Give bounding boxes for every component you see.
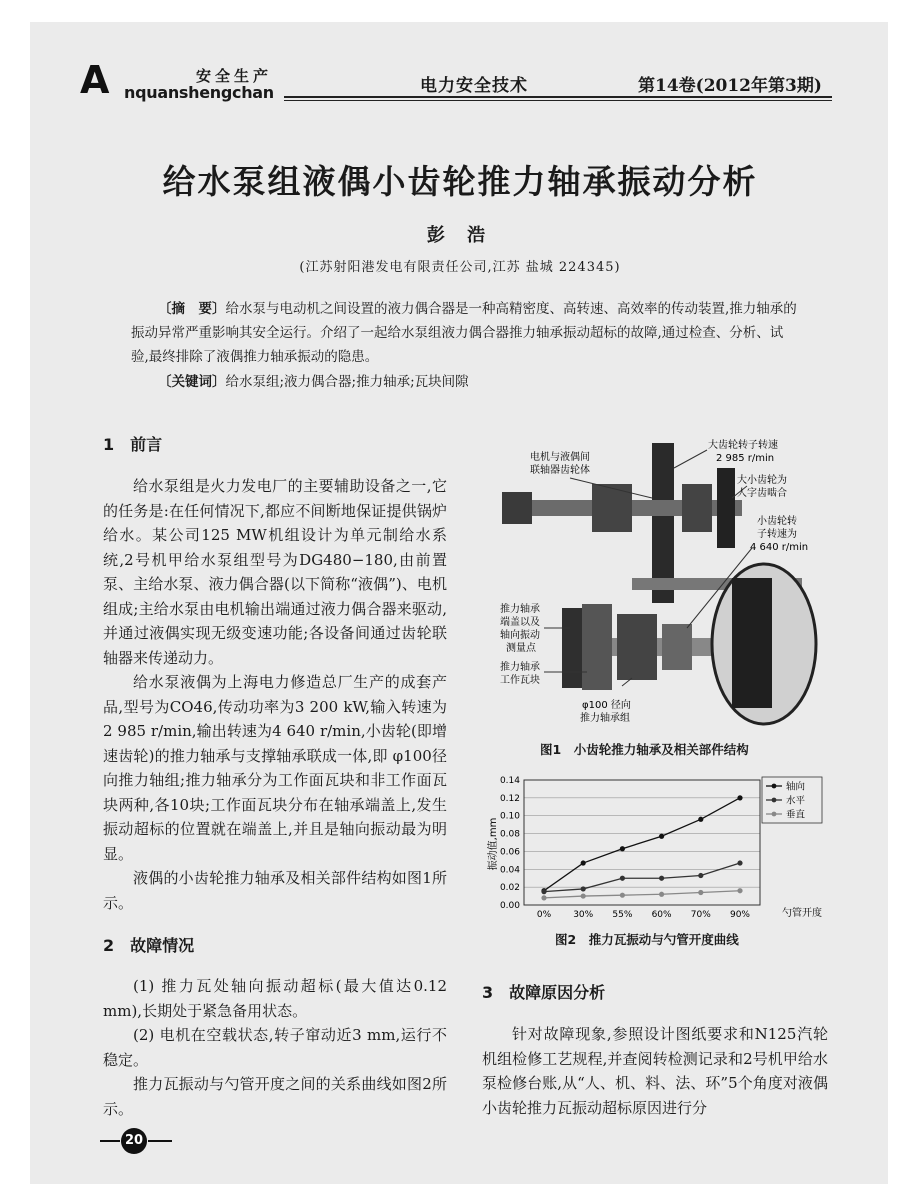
chart-data-point bbox=[698, 817, 703, 822]
author: 彭 浩 bbox=[426, 225, 494, 246]
section-heading-1: 1 前言 bbox=[103, 435, 163, 454]
section-heading-3: 3 故障原因分析 bbox=[482, 983, 606, 1002]
logo-chinese: 安全生产 bbox=[196, 67, 273, 85]
legend-entry-label: 垂直 bbox=[786, 809, 806, 821]
chart-data-point bbox=[659, 892, 664, 897]
paragraph-intro-3: 液偶的小齿轮推力轴承及相关部件结构如图1所示。 bbox=[103, 869, 447, 912]
chart-y-tick-label: 0.04 bbox=[499, 865, 520, 876]
chart-data-point bbox=[698, 890, 703, 895]
label-pinion-3: 4 640 r/min bbox=[750, 542, 809, 553]
chart-data-point bbox=[737, 888, 742, 893]
abstract-text: 给水泵与电动机之间设置的液力偶合器是一种高精密度、高转速、高效率的传动装置,推力轴承的振动异常严重影响其安全运行。介绍了一起给水泵组液力偶合器推力轴承振动超标的故障,通过检查、分析、试验,最终排除了液偶推力轴承振动的隐患。 bbox=[131, 301, 797, 365]
chart-data-point bbox=[620, 846, 625, 851]
paragraph-fault-2: (2) 电机在空载状态,转子窜动近3 mm,运行不稳定。 bbox=[103, 1026, 447, 1069]
paragraph-fault-3: 推力瓦振动与勺管开度之间的关系曲线如图2所示。 bbox=[103, 1075, 447, 1118]
figure-2-caption: 图2 推力瓦振动与勺管开度曲线 bbox=[555, 932, 739, 947]
page-number: 20 bbox=[121, 1128, 147, 1154]
thrust-bearing-cover bbox=[562, 608, 582, 688]
label-herringbone-1: 大小齿轮为 bbox=[737, 475, 787, 486]
keywords-text: 给水泵组;液力偶合器;推力轴承;瓦块间隙 bbox=[225, 374, 469, 390]
chart-data-point bbox=[581, 893, 586, 898]
bearing-right-top bbox=[682, 484, 712, 532]
label-coupling-1: 电机与液偶间 bbox=[530, 452, 590, 463]
chart-data-point bbox=[541, 889, 546, 894]
figure-2-chart bbox=[482, 772, 828, 922]
paragraph-analysis: 针对故障现象,参照设计图纸要求和N125汽轮机组检修工艺规程,并查阅转检测记录和2号机甲给水泵检修台账,从“人、机、料、法、环”5个角度对液偶小齿轮推力瓦振动超标原因进行分 bbox=[482, 1025, 828, 1117]
chart-series-line bbox=[544, 891, 740, 898]
header-rule-thin bbox=[284, 100, 832, 101]
logo-pinyin: nquanshengchan bbox=[124, 83, 274, 102]
label-big-gear-2: 2 985 r/min bbox=[716, 453, 775, 464]
chart-data-point bbox=[737, 795, 742, 800]
abstract-label: 〔摘 要〕 bbox=[158, 301, 226, 317]
figure-1-diagram bbox=[482, 428, 832, 740]
page-number-rule-right bbox=[148, 1140, 172, 1142]
chart-data-point bbox=[581, 886, 586, 891]
coupling-gear-body bbox=[502, 492, 532, 524]
chart-x-tick-label: 30% bbox=[573, 910, 594, 920]
keywords bbox=[131, 370, 801, 394]
chart-series-line bbox=[544, 798, 740, 891]
chart-x-label: 勺管开度 bbox=[782, 908, 822, 919]
abstract bbox=[131, 297, 801, 369]
label-big-gear-1: 大齿轮转子转速 bbox=[708, 440, 778, 451]
journal-name: 电力安全技术 bbox=[420, 76, 528, 96]
chart-data-point bbox=[541, 895, 546, 900]
pinion-gear bbox=[662, 624, 692, 670]
label-radial-1: φ100 径向 bbox=[582, 700, 631, 711]
paragraph-fault-1: (1) 推力瓦处轴向振动超标(最大值达0.12 mm),长期处于紧急备用状态。 bbox=[103, 977, 447, 1020]
paragraph-intro-2: 给水泵液偶为上海电力修造总厂生产的成套产品,型号为CO46,传动功率为3 200 kW,输入转速为2 985 r/min,输出转速为4 640 r/min,小齿轮(即增速齿轮)的推力轴承与支撑轴承联成一体,即 φ100径向推力轴组;推力轴承分为工作面瓦块和非工作面瓦块两种,各10块;工作面瓦块分布在轴承端盖上,发生振动超标的位置就在端盖上,并且是轴向振动最为明显。 bbox=[103, 673, 447, 863]
label-cover-3: 轴向振动 bbox=[500, 630, 540, 641]
issue-info: 第14卷(2012年第3期) bbox=[638, 76, 822, 96]
radial-thrust-bearing bbox=[617, 614, 657, 680]
chart-y-tick-label: 0.00 bbox=[499, 901, 520, 911]
legend-entry-label: 轴向 bbox=[786, 781, 806, 793]
logo-letter: A bbox=[80, 58, 110, 102]
chart-y-tick-label: 0.14 bbox=[499, 776, 520, 786]
thrust-pads bbox=[582, 604, 612, 690]
gear-herringbone bbox=[717, 468, 735, 548]
label-pinion-2: 子转速为 bbox=[757, 529, 797, 540]
label-cover-1: 推力轴承 bbox=[500, 604, 540, 615]
chart-legend bbox=[762, 777, 822, 823]
chart-data-point bbox=[737, 860, 742, 865]
keywords-label: 〔关键词〕 bbox=[158, 374, 226, 390]
label-herringbone-2: 人字齿啮合 bbox=[737, 488, 787, 499]
legend-swatch-marker bbox=[772, 784, 777, 789]
label-coupling-2: 联轴器齿轮体 bbox=[530, 465, 590, 476]
chart-x-tick-label: 90% bbox=[729, 910, 751, 920]
chart-x-tick-label: 55% bbox=[612, 910, 633, 920]
chart-data-point bbox=[659, 834, 664, 839]
label-radial-2: 推力轴承组 bbox=[580, 713, 630, 724]
section-heading-2: 2 故障情况 bbox=[103, 936, 195, 955]
chart-y-tick-label: 0.08 bbox=[499, 829, 520, 840]
legend-swatch-marker bbox=[772, 812, 777, 817]
chart-x-tick-label: 0% bbox=[536, 910, 552, 920]
figure-1-caption: 图1 小齿轮推力轴承及相关部件结构 bbox=[540, 742, 749, 757]
label-pads-1: 推力轴承 bbox=[500, 662, 540, 673]
affiliation: (江苏射阳港发电有限责任公司,江苏 盐城 224345) bbox=[299, 260, 621, 275]
chart-y-tick-label: 0.02 bbox=[499, 883, 520, 894]
chart-y-tick-label: 0.10 bbox=[499, 811, 520, 822]
chart-y-label: 振动值,mm bbox=[488, 817, 499, 871]
article-title: 给水泵组液偶小齿轮推力轴承振动分析 bbox=[162, 162, 758, 201]
chart-x-tick-label: 60% bbox=[651, 910, 672, 920]
chart-x-tick-label: 70% bbox=[690, 910, 711, 920]
coupling-impeller bbox=[732, 578, 772, 708]
chart-data-point bbox=[659, 876, 664, 881]
label-cover-2: 端盖以及 bbox=[500, 617, 540, 628]
chart-y-tick-label: 0.06 bbox=[499, 847, 520, 858]
label-cover-4: 测量点 bbox=[506, 643, 536, 654]
label-pads-2: 工作瓦块 bbox=[500, 675, 540, 686]
paragraph-intro-1: 给水泵组是火力发电厂的主要辅助设备之一,它的任务是:在任何情况下,都应不间断地保证提供锅炉给水。某公司125 MW机组设计为单元制给水系统,2号机甲给水泵组型号为DG480−180,由前置泵、主给水泵、液力偶合器(以下简称“液偶”)、电机组成;主给水泵由电机输出端通过液力偶合器来驱动,并通过液偶实现无级变速功能;各设备间通过齿轮联轴器来传递动力。 bbox=[103, 477, 447, 667]
legend-entry-label: 水平 bbox=[786, 795, 806, 807]
page-number-rule-left bbox=[100, 1140, 120, 1142]
legend-swatch-marker bbox=[772, 798, 777, 803]
chart-series bbox=[541, 795, 742, 900]
chart-data-point bbox=[620, 876, 625, 881]
chart-data-point bbox=[698, 873, 703, 878]
leader-line-b bbox=[674, 450, 707, 468]
chart-y-tick-label: 0.12 bbox=[499, 793, 520, 804]
header-rule bbox=[284, 96, 832, 98]
chart-data-point bbox=[620, 893, 625, 898]
chart-data-point bbox=[581, 860, 586, 865]
label-pinion-1: 小齿轮转 bbox=[757, 516, 797, 527]
